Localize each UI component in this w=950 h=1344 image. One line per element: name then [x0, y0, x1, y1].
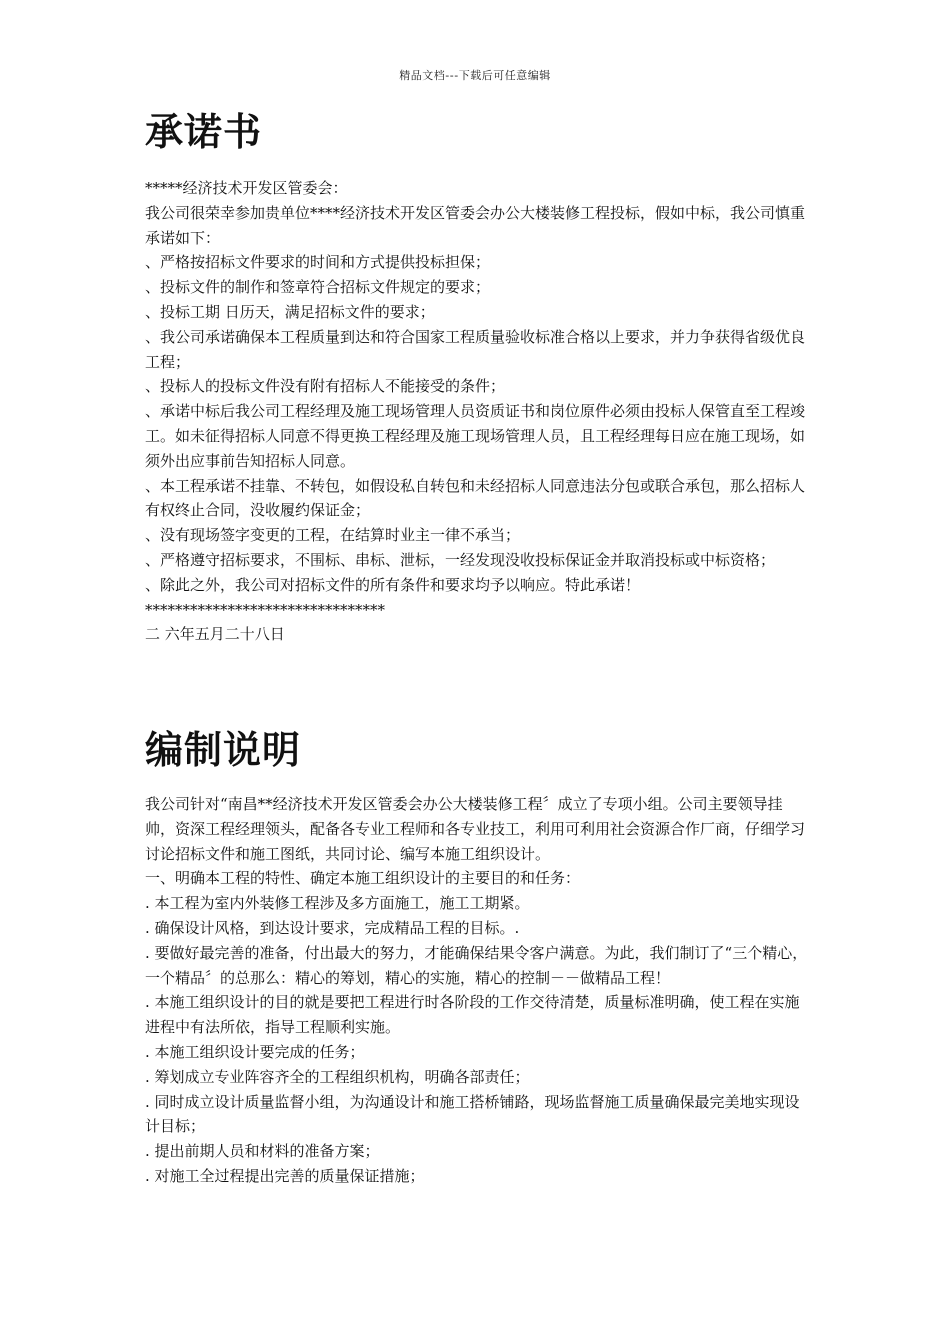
explanation-title: 编制说明	[145, 728, 302, 772]
explanation-paragraph: . 要做好最完善的准备，付出最大的努力，才能确保结果令客户满意。为此，我们制订了“三个精心，一个精品〞的总那么：精心的筹划，精心的实施，精心的控制－－做精品工程！	[145, 943, 808, 987]
explanation-paragraph: . 本施工组织设计的目的就是要把工程进行时各阶段的工作交待清楚，质量标准明确，使工程在实施进程中有法所依，指导工程顺利实施。	[145, 993, 800, 1037]
commitment-paragraph: 、本工程承诺不挂靠、不转包，如假设私自转包和未经招标人同意违法分包或联合承包，那么招标人有权终止合同，没收履约保证金；	[145, 476, 806, 520]
explanation-paragraph: 一、明确本工程的特性、确定本施工组织设计的主要目的和任务：	[145, 869, 581, 888]
commitment-paragraph: 、严格按招标文件要求的时间和方式提供投标担保；	[145, 253, 491, 272]
commitment-paragraph: 我公司很荣幸参加贵单位****经济技术开发区管委会办公大楼装修工程投标，假如中标，我公司慎重承诺如下：	[145, 203, 806, 247]
commitment-paragraph: *****经济技术开发区管委会：	[145, 179, 348, 197]
commitment-paragraph: 、严格遵守招标要求，不围标、串标、泄标，一经发现没收投标保证金并取消投标或中标资格；	[145, 550, 776, 569]
commitment-paragraph: 、没有现场签字变更的工程，在结算时业主一律不承当；	[145, 526, 521, 545]
explanation-paragraph: . 提出前期人员和材料的准备方案；	[145, 1142, 380, 1161]
commitment-date: 二 六年五月二十八日	[145, 625, 285, 644]
commitment-paragraph: 、投标人的投标文件没有附有招标人不能接受的条件；	[145, 377, 506, 396]
explanation-paragraph: . 本工程为室内外装修工程涉及多方面施工，施工工期紧。	[145, 894, 530, 913]
commitment-body	[145, 176, 810, 647]
commitment-paragraph: 、投标工期 日历天，满足招标文件的要求；	[145, 302, 435, 321]
page-header-note: 精品文档---下载后可任意编辑	[399, 69, 551, 82]
commitment-title: 承诺书	[145, 110, 263, 154]
explanation-body	[145, 792, 810, 1189]
commitment-paragraph: 、承诺中标后我公司工程经理及施工现场管理人员资质证书和岗位原件必须由投标人保管直至工程竣工。如未征得招标人同意不得更换工程经理及施工现场管理人员，且工程经理每日应在施工现场，如须外出应事前告知招标人同意。	[145, 402, 806, 470]
explanation-paragraph: . 筹划成立专业阵容齐全的工程组织机构，明确各部责任；	[145, 1067, 530, 1086]
commitment-paragraph: 、我公司承诺确保本工程质量到达和符合国家工程质量验收标准合格以上要求，并力争获得省级优良工程；	[145, 327, 806, 371]
explanation-paragraph: . 对施工全过程提出完善的质量保证措施；	[145, 1166, 425, 1185]
explanation-paragraph: . 同时成立设计质量监督小组，为沟通设计和施工搭桥铺路，现场监督施工质量确保最完美地实现设计目标；	[145, 1092, 800, 1136]
signature-line: ********************************	[145, 600, 385, 619]
commitment-paragraph: 、除此之外，我公司对招标文件的所有条件和要求均予以响应。特此承诺！	[145, 575, 641, 594]
explanation-paragraph: . 本施工组织设计要完成的任务；	[145, 1042, 365, 1061]
explanation-paragraph: . 确保设计风格，到达设计要求，完成精品工程的目标。.	[145, 918, 520, 937]
explanation-paragraph: 我公司针对“南昌**经济技术开发区管委会办公大楼装修工程〞成立了专项小组。公司主要领导挂帅，资深工程经理领头，配备各专业工程师和各专业技工，利用可利用社会资源合作厂商，仔细学习讨论招标文件和施工图纸，共同讨论、编写本施工组织设计。	[145, 795, 806, 863]
commitment-paragraph: 、投标文件的制作和签章符合招标文件规定的要求；	[145, 278, 491, 297]
